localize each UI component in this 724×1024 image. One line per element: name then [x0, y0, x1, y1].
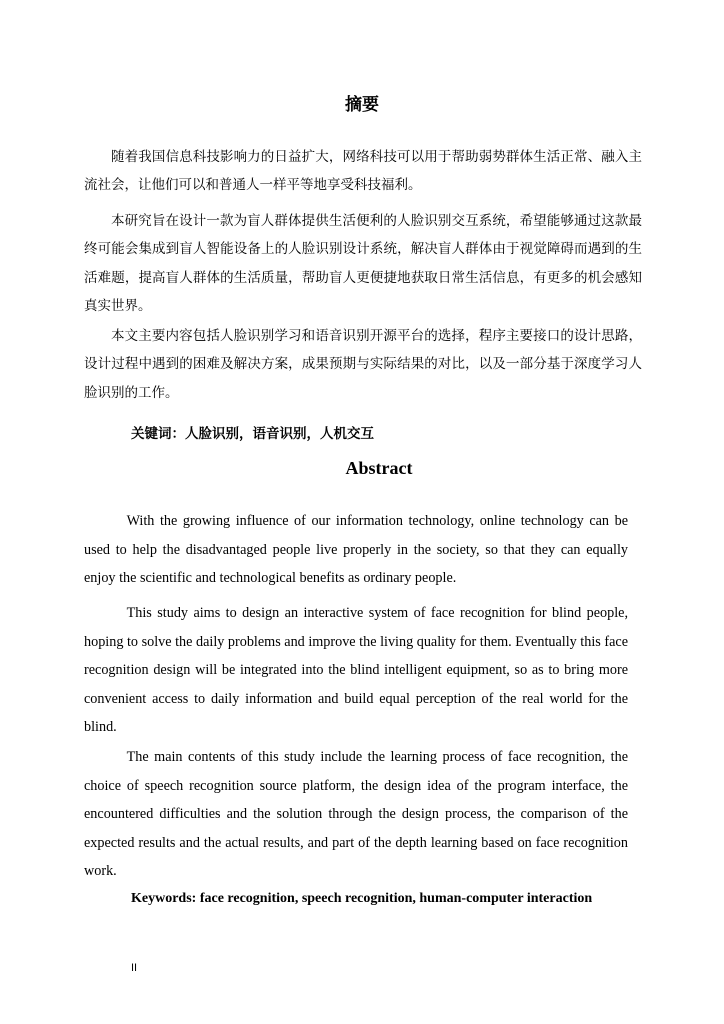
- chinese-abstract-title: 摘要: [345, 95, 379, 115]
- english-keywords: Keywords: face recognition, speech recognition, human-computer interaction: [131, 891, 593, 906]
- english-abstract-title: Abstract: [345, 458, 413, 478]
- english-paragraph-3: The main contents of this study include the learning process of face recognition, the choice of speech recognition source platform, the design idea of the program interface, the encountered difficulties and the solution through the design process, the comparison of the expected results and the actual results, and part of the depth learning based on face recognition work.: [84, 749, 628, 879]
- chinese-paragraph-2: 本研究旨在设计一款为盲人群体提供生活便利的人脸识别交互系统，希望能够通过这款最终可能会集成到盲人智能设备上的人脸识别设计系统，解决盲人群体由于视觉障碍而遇到的生活难题，提高盲人群体的生活质量，帮助盲人更便捷地获取日常生活信息，有更多的机会感知真实世界。: [84, 213, 642, 314]
- english-paragraph-1: With the growing influence of our information technology, online technology can be used to help the disadvantaged people live properly in the society, so that they can equally enjoy the scientific and technological benefits as ordinary people.: [84, 513, 628, 586]
- chinese-paragraph-3: 本文主要内容包括人脸识别学习和语音识别开源平台的选择，程序主要接口的设计思路，设计过程中遇到的困难及解决方案，成果预期与实际结果的对比，以及一部分基于深度学习人脸识别的工作。: [84, 328, 642, 401]
- english-paragraph-2: This study aims to design an interactive system of face recognition for blind people, hoping to solve the daily problems and improve the living quality for them. Eventually this face recognition design will be integrated into the blind intelligent equipment, so as to bring more convenient access to daily information and build equal perception of the real world for the blind.: [84, 605, 628, 735]
- chinese-keywords: 关键词：人脸识别，语音识别，人机交互: [131, 426, 374, 442]
- page-number: II: [131, 962, 138, 974]
- chinese-paragraph-1: 随着我国信息科技影响力的日益扩大，网络科技可以用于帮助弱势群体生活正常、融入主流社会，让他们可以和普通人一样平等地享受科技福利。: [84, 149, 642, 194]
